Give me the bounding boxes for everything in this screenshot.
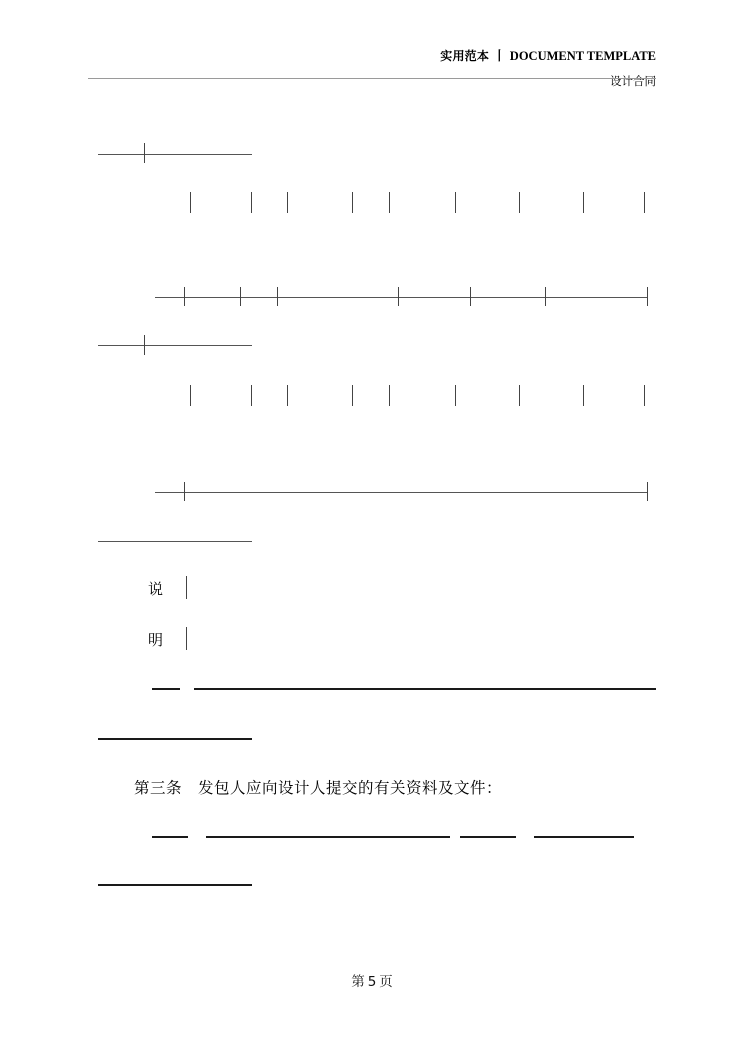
cell-divider <box>583 192 584 213</box>
cell-divider <box>352 192 353 213</box>
cell-divider <box>644 192 645 213</box>
table-tick <box>545 287 546 306</box>
cell-divider <box>190 385 191 406</box>
fill-line <box>534 836 634 838</box>
header-subtitle: 设计合同 <box>610 74 656 88</box>
cell-divider <box>455 192 456 213</box>
page-footer <box>0 970 744 990</box>
table-tick <box>647 482 648 501</box>
table-rule-5 <box>98 541 252 542</box>
cell-divider <box>389 385 390 406</box>
cell-divider <box>352 385 353 406</box>
label-ming: 明 <box>148 631 164 649</box>
table-tick <box>470 287 471 306</box>
cell-divider <box>644 385 645 406</box>
header-brand-en: DOCUMENT TEMPLATE <box>509 49 656 63</box>
label-divider-1 <box>186 576 187 599</box>
cell-divider <box>519 385 520 406</box>
footer-suffix: 页 <box>379 974 393 990</box>
table-tick-2 <box>144 335 145 355</box>
header-separator: 丨 <box>493 49 506 63</box>
clause-heading: 第三条 发包人应向设计人提交的有关资料及文件： <box>134 779 503 797</box>
label-divider-2 <box>186 627 187 650</box>
cell-divider <box>455 385 456 406</box>
table-tick <box>184 482 185 501</box>
table-tick <box>398 287 399 306</box>
cell-divider <box>519 192 520 213</box>
table-rule-2 <box>155 297 648 298</box>
table-tick <box>277 287 278 306</box>
fill-line <box>98 738 252 740</box>
cell-divider <box>251 192 252 213</box>
table-tick <box>647 287 648 306</box>
table-tick <box>240 287 241 306</box>
footer-page-number: 5 <box>367 974 377 990</box>
table-rule-1 <box>98 154 252 155</box>
cell-divider <box>583 385 584 406</box>
table-rule-3 <box>98 345 252 346</box>
table-rule-4 <box>155 492 648 493</box>
fill-line <box>460 836 516 838</box>
cell-divider <box>287 385 288 406</box>
footer-prefix: 第 <box>351 974 365 990</box>
cell-divider <box>287 192 288 213</box>
fill-line <box>98 884 252 886</box>
table-tick <box>184 287 185 306</box>
fill-line <box>152 688 180 690</box>
fill-line <box>152 836 188 838</box>
cell-divider <box>190 192 191 213</box>
fill-line <box>206 836 450 838</box>
cell-divider <box>389 192 390 213</box>
header-brand-cn: 实用范本 <box>440 49 490 63</box>
label-shuo: 说 <box>148 580 164 598</box>
fill-line <box>194 688 656 690</box>
cell-divider <box>251 385 252 406</box>
table-tick-1 <box>144 143 145 163</box>
